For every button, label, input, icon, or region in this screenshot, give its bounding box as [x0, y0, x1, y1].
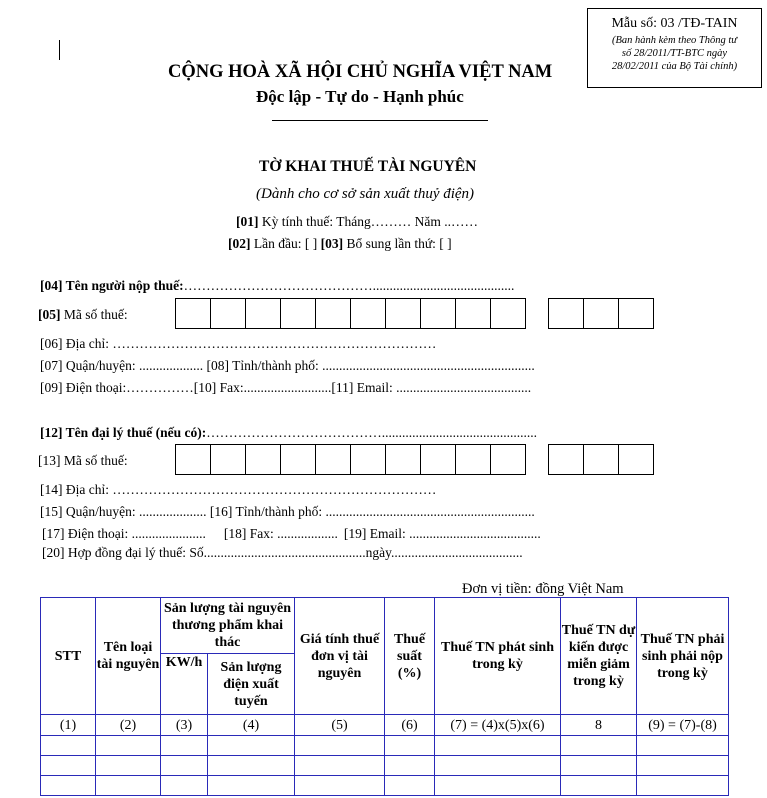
index-cell: (4) [208, 715, 295, 736]
table-cell[interactable] [96, 756, 161, 776]
tin-digit-box[interactable] [490, 298, 526, 329]
tin-digit-box[interactable] [350, 444, 386, 475]
taxpayer-tin-branch-boxes[interactable] [548, 298, 654, 329]
tin-digit-box[interactable] [210, 298, 246, 329]
resource-tax-table [40, 597, 729, 796]
table-cell[interactable] [435, 776, 561, 796]
table-cell[interactable] [295, 736, 385, 756]
header-tax-arising: Thuế TN phát sinh trong kỳ [435, 598, 561, 715]
table-cell[interactable] [96, 776, 161, 796]
header-resource-type: Tên loại tài nguyên [96, 598, 161, 715]
taxpayer-name-field[interactable]: …………………………………….......................................... [183, 278, 515, 293]
tax-period-line [236, 214, 478, 230]
field-code-13: [13] [38, 453, 61, 468]
tin-digit-box[interactable] [455, 298, 491, 329]
table-cell[interactable] [385, 736, 435, 756]
tin-digit-box[interactable] [315, 298, 351, 329]
header-output-volume: Sản lượng điện xuất tuyến [208, 654, 295, 715]
table-cell[interactable] [295, 776, 385, 796]
index-cell: (2) [96, 715, 161, 736]
table-cell[interactable] [161, 736, 208, 756]
index-cell: (9) = (7)-(8) [637, 715, 729, 736]
header-tax-exempt: Thuế TN dự kiến được miễn giảm trong kỳ [561, 598, 637, 715]
form-subtitle: (Dành cho cơ sở sản xuất thuỷ điện) [256, 186, 475, 202]
tax-period-field[interactable]: Kỳ tính thuế: Tháng……… Năm ..…… [258, 214, 478, 229]
taxpayer-province-field[interactable]: [08] Tỉnh/thành phố: ............................................................... [203, 358, 535, 373]
agent-tin-branch-boxes[interactable] [548, 444, 654, 475]
taxpayer-district-field[interactable]: [07] Quận/huyện: ................... [40, 358, 204, 373]
form-title: TỜ KHAI THUẾ TÀI NGUYÊN [259, 158, 477, 175]
agent-tin-label-text: Mã số thuế: [60, 453, 128, 468]
index-cell: (6) [385, 715, 435, 736]
text-cursor [59, 40, 60, 60]
taxpayer-name-label: Tên người nộp thuế: [62, 278, 184, 293]
agent-contact-line [42, 526, 541, 542]
agent-name-label: Tên đại lý thuế (nếu có): [62, 425, 207, 440]
agent-district-field[interactable]: [15] Quận/huyện: .................... [40, 504, 207, 519]
taxpayer-district-line [40, 358, 535, 374]
table-cell[interactable] [208, 776, 295, 796]
header-tax-rate: Thuế suất (%) [385, 598, 435, 715]
table-cell[interactable] [41, 776, 96, 796]
taxpayer-phone-field[interactable]: [09] Điện thoại:…………… [40, 380, 194, 395]
field-code-01: [01] [236, 214, 259, 229]
motto-underline [272, 120, 488, 121]
tin-digit-box[interactable] [385, 444, 421, 475]
table-cell[interactable] [561, 736, 637, 756]
table-index-row [41, 715, 729, 736]
taxpayer-address-field[interactable]: [06] Địa chỉ: ……………………………………………………………… [40, 336, 437, 351]
form-note-line: số 28/2011/TT-BTC ngày [621, 48, 728, 59]
form-number-box [587, 8, 762, 88]
table-cell[interactable] [637, 756, 729, 776]
table-cell[interactable] [385, 756, 435, 776]
tin-label-text: Mã số thuế: [60, 307, 128, 322]
agent-name-line [40, 425, 537, 441]
tin-branch-box[interactable] [583, 298, 619, 329]
header-stt: STT [41, 598, 96, 715]
field-code-05: [05] [38, 307, 61, 322]
agent-name-field[interactable]: ………………………………….............................................. [206, 425, 538, 440]
tin-digit-box[interactable] [245, 444, 281, 475]
header-kwh: KW/h [161, 654, 208, 715]
table-cell[interactable] [295, 756, 385, 776]
table-cell[interactable] [637, 736, 729, 756]
form-note-line: (Ban hành kèm theo Thông tư [611, 35, 737, 46]
index-cell: (7) = (4)x(5)x(6) [435, 715, 561, 736]
header-unit-price: Giá tính thuế đơn vị tài nguyên [295, 598, 385, 715]
agent-fax-field[interactable]: [18] Fax: .................. [223, 526, 338, 541]
taxpayer-email-field[interactable]: [11] Email: ........................................ [331, 380, 532, 395]
agent-tin-boxes[interactable] [175, 444, 526, 475]
table-cell[interactable] [208, 736, 295, 756]
table-cell[interactable] [561, 776, 637, 796]
agent-district-line [40, 504, 535, 520]
tin-digit-box[interactable] [315, 444, 351, 475]
field-code-04: [04] [40, 278, 63, 293]
supplement-checkbox[interactable]: Bổ sung lần thứ: [ ] [343, 236, 452, 251]
declaration-type-line [228, 236, 452, 252]
table-cell[interactable] [96, 736, 161, 756]
tin-digit-box[interactable] [175, 298, 211, 329]
tin-branch-box[interactable] [618, 298, 654, 329]
tin-branch-box[interactable] [618, 444, 654, 475]
form-note-line: 28/02/2011 của Bộ Tài chính) [611, 61, 738, 72]
motto: Độc lập - Tự do - Hạnh phúc [256, 87, 464, 106]
table-cell[interactable] [161, 776, 208, 796]
table-cell[interactable] [385, 776, 435, 796]
table-row[interactable] [41, 736, 729, 756]
table-cell[interactable] [637, 776, 729, 796]
index-cell: (1) [41, 715, 96, 736]
table-cell[interactable] [435, 736, 561, 756]
agent-phone-field[interactable]: [17] Điện thoại: ...................... [42, 526, 206, 541]
agent-tin-label [38, 453, 128, 469]
taxpayer-tin-boxes[interactable] [175, 298, 526, 329]
table-cell[interactable] [435, 756, 561, 776]
currency-unit: Đơn vị tiền: đồng Việt Nam [462, 581, 624, 597]
country-name: CỘNG HOÀ XÃ HỘI CHỦ NGHĨA VIỆT NAM [168, 62, 553, 82]
tin-branch-box[interactable] [583, 444, 619, 475]
agent-contract-field[interactable]: [20] Hợp đồng đại lý thuế: Số................................................ngày....................................... [42, 545, 523, 560]
tin-digit-box[interactable] [245, 298, 281, 329]
agent-province-field[interactable]: [16] Tỉnh/thành phố: .............................................................. [206, 504, 535, 519]
tin-branch-box[interactable] [548, 444, 584, 475]
tin-digit-box[interactable] [420, 444, 456, 475]
table-cell[interactable] [41, 736, 96, 756]
tin-digit-box[interactable] [385, 298, 421, 329]
field-code-12: [12] [40, 425, 63, 440]
form-number: Mẫu số: 03 /TĐ-TAIN [611, 16, 738, 31]
tin-digit-box[interactable] [280, 444, 316, 475]
field-code-03: [03] [320, 236, 344, 251]
tin-digit-box[interactable] [420, 298, 456, 329]
tin-digit-box[interactable] [490, 444, 526, 475]
header-tax-payable: Thuế TN phải sinh phải nộp trong kỳ [637, 598, 729, 715]
taxpayer-contact-line [40, 380, 531, 396]
taxpayer-tin-label [38, 307, 128, 323]
taxpayer-name-line [40, 278, 514, 294]
tin-digit-box[interactable] [350, 298, 386, 329]
field-code-02: [02] [228, 236, 251, 251]
tin-digit-box[interactable] [280, 298, 316, 329]
index-cell: (5) [295, 715, 385, 736]
agent-email-field[interactable]: [19] Email: ....................................... [343, 526, 541, 541]
form-note [588, 34, 761, 73]
table-cell[interactable] [208, 756, 295, 776]
table-cell[interactable] [561, 756, 637, 776]
tin-branch-box[interactable] [548, 298, 584, 329]
taxpayer-fax-field[interactable]: [10] Fax:.......................... [193, 380, 332, 395]
tin-digit-box[interactable] [210, 444, 246, 475]
index-cell: 8 [561, 715, 637, 736]
table-cell[interactable] [41, 756, 96, 776]
tin-digit-box[interactable] [455, 444, 491, 475]
table-row[interactable] [41, 756, 729, 776]
tin-digit-box[interactable] [175, 444, 211, 475]
index-cell: (3) [161, 715, 208, 736]
header-output-group: Sản lượng tài nguyên thương phẩm khai thác [161, 598, 295, 654]
table-row[interactable] [41, 776, 729, 796]
first-time-checkbox[interactable]: Lần đầu: [ ] [250, 236, 321, 251]
table-cell[interactable] [161, 756, 208, 776]
agent-address-field[interactable]: [14] Địa chỉ: ……………………………………………………………… [40, 482, 437, 497]
